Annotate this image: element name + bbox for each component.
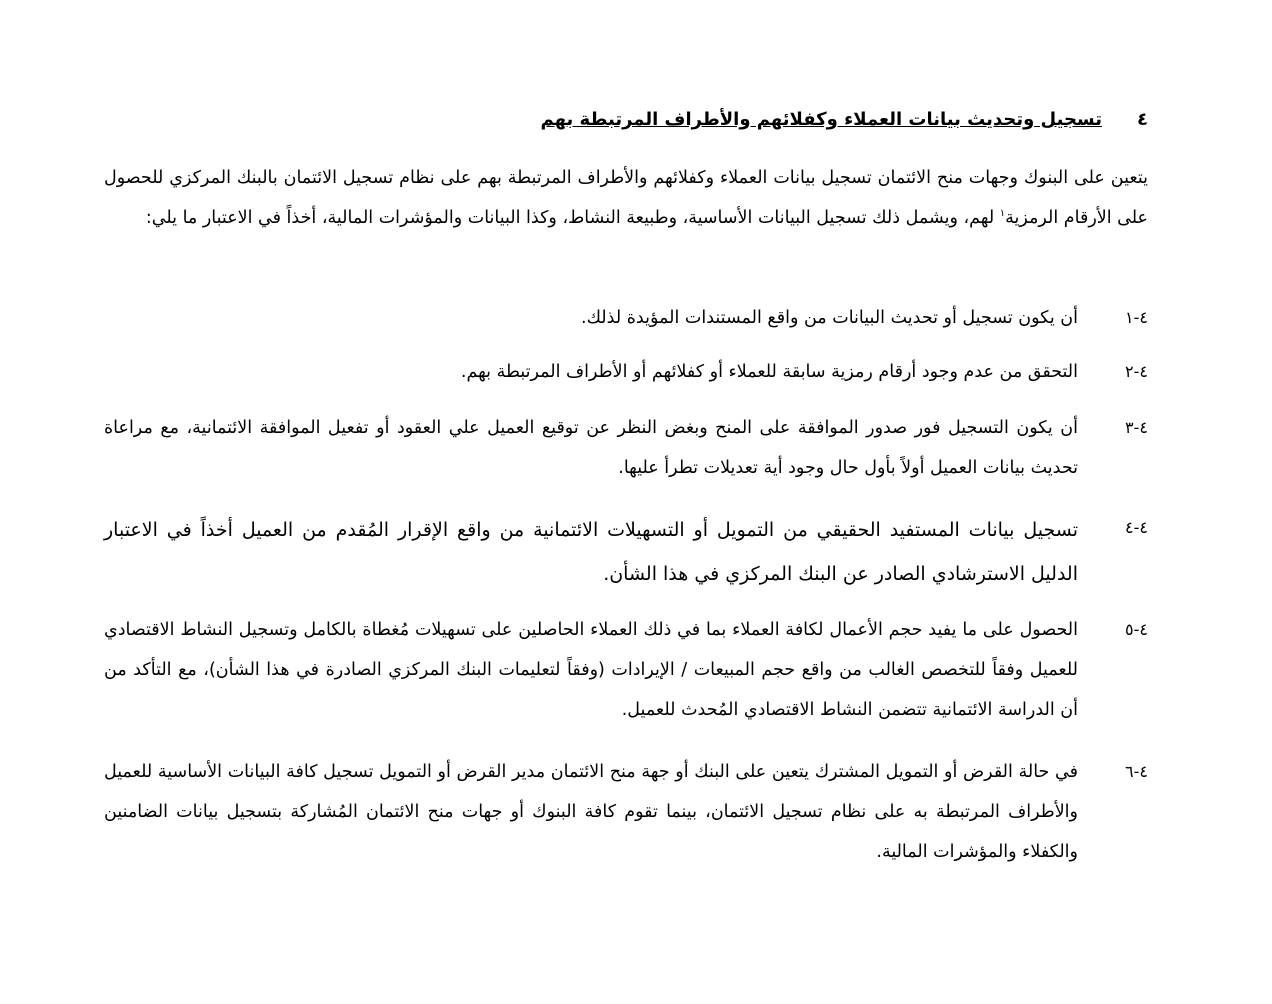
list-item (104, 408, 1148, 488)
list-item-number: ٤-٢ (1125, 362, 1148, 381)
intro-text-part-2: لهم، ويشمل ذلك تسجيل البيانات الأساسية، وطبيعة النشاط، وكذا البيانات والمؤشرات المالية، أخذاً في الاعتبار ما يلي: (145, 208, 1000, 228)
intro-text-part-1: يتعين على البنوك وجهات منح الائتمان تسجيل بيانات العملاء وكفلائهم والأطراف المرتبطة بهم على نظام تسجيل الائتمان بالبنك المركزي للحصول على الأرقام الرمزية (104, 168, 1148, 228)
list-item-number: ٤-٣ (1125, 418, 1148, 437)
list-item (104, 298, 1148, 338)
list-item (104, 508, 1148, 596)
list-item-text: تسجيل بيانات المستفيد الحقيقي من التمويل أو التسهيلات الائتمانية من واقع الإقرار المُقدم من العميل أخذاً في الاعتبار الدليل الاسترشادي الصادر عن البنك المركزي في هذا الشأن. (104, 519, 1078, 585)
list-item-text: في حالة القرض أو التمويل المشترك يتعين على البنك أو جهة منح الائتمان مدير القرض أو التمويل تسجيل كافة البيانات الأساسية للعميل والأطراف المرتبطة به على نظام تسجيل الائتمان، بينما تقوم كافة البنوك أو جهات منح الائتمان المُشاركة بتسجيل بيانات الضامنين والكفلاء والمؤشرات المالية. (104, 762, 1078, 862)
footnote-marker: ١ (999, 208, 1006, 220)
list-item (104, 610, 1148, 730)
list-item (104, 352, 1148, 392)
section-heading (120, 104, 1148, 136)
list-item-number: ٤-٥ (1125, 620, 1148, 639)
section-title: تسجيل وتحديث بيانات العملاء وكفلائهم والأطراف المرتبطة بهم (540, 109, 1102, 130)
list-item-text: الحصول على ما يفيد حجم الأعمال لكافة العملاء بما في ذلك العملاء الحاصلين على تسهيلات مُغطاة بالكامل وتسجيل النشاط الاقتصادي للعميل وفقاً للتخصص الغالب من واقع حجم المبيعات / الإيرادات (وفقاً لتعليمات البنك المركزي الصادرة في هذا الشأن)، مع التأكد من أن الدراسة الائتمانية تتضمن النشاط الاقتصادي المُحدث للعميل. (104, 620, 1078, 720)
list-item-text: أن يكون تسجيل أو تحديث البيانات من واقع المستندات المؤيدة لذلك. (581, 308, 1078, 328)
intro-paragraph (104, 158, 1148, 238)
list-item-number: ٤-٦ (1125, 762, 1148, 781)
list-item-text: أن يكون التسجيل فور صدور الموافقة على المنح وبغض النظر عن توقيع العميل علي العقود أو تفعيل الموافقة الائتمانية، مع مراعاة تحديث بيانات العميل أولاً بأول حال وجود أية تعديلات تطرأ عليها. (104, 418, 1078, 478)
list-item-number: ٤-١ (1125, 308, 1148, 327)
list-item-text: التحقق من عدم وجود أرقام رمزية سابقة للعملاء أو كفلائهم أو الأطراف المرتبطة بهم. (460, 362, 1078, 382)
section-number: ٤ (1137, 109, 1148, 130)
list-item-number: ٤-٤ (1125, 518, 1148, 537)
list-item (104, 752, 1148, 872)
